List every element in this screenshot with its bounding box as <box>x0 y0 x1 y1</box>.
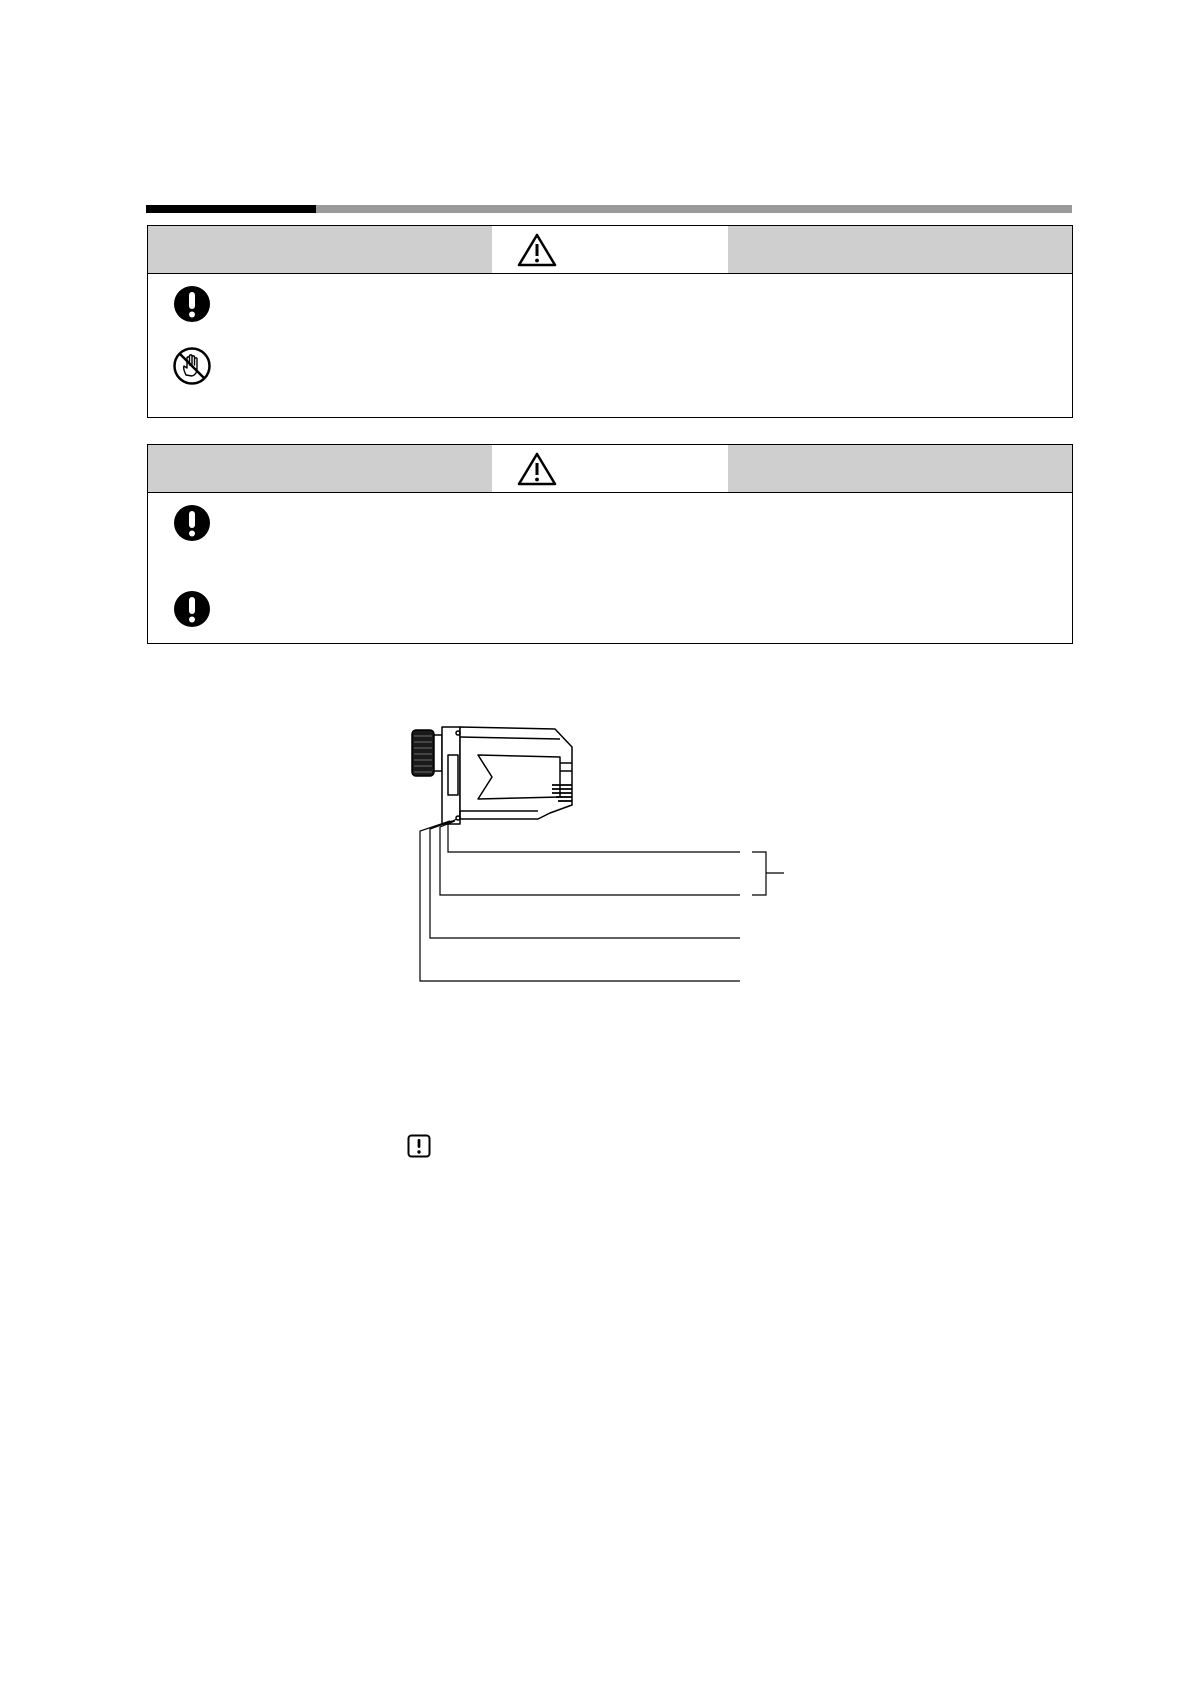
mandatory-exclamation-icon <box>172 284 212 324</box>
device-illustration <box>412 727 572 824</box>
warning-box-1 <box>147 225 1073 418</box>
callout-leader-4 <box>420 821 740 981</box>
warning-box-1-header <box>148 226 1072 274</box>
callout-bracket <box>752 852 784 895</box>
callout-leader-2 <box>440 821 740 895</box>
warning-box-2-header <box>148 445 1072 493</box>
mandatory-exclamation-icon <box>172 503 212 543</box>
warning-box-2 <box>147 444 1073 644</box>
section-header-rule <box>146 205 1072 213</box>
warning-triangle-icon <box>516 451 558 487</box>
callout-leaders <box>420 819 740 981</box>
note-exclamation-icon <box>407 1134 431 1158</box>
warning-box-2-title-panel <box>492 445 728 492</box>
do-not-touch-icon <box>172 346 212 386</box>
callout-leader-1 <box>448 819 740 852</box>
section-header-rule-accent <box>146 205 316 213</box>
mandatory-exclamation-icon <box>172 589 212 629</box>
callout-leader-3 <box>430 821 740 938</box>
warning-box-1-title-panel <box>492 226 728 273</box>
warning-triangle-icon <box>516 232 558 268</box>
device-side-view-diagram <box>400 715 800 995</box>
